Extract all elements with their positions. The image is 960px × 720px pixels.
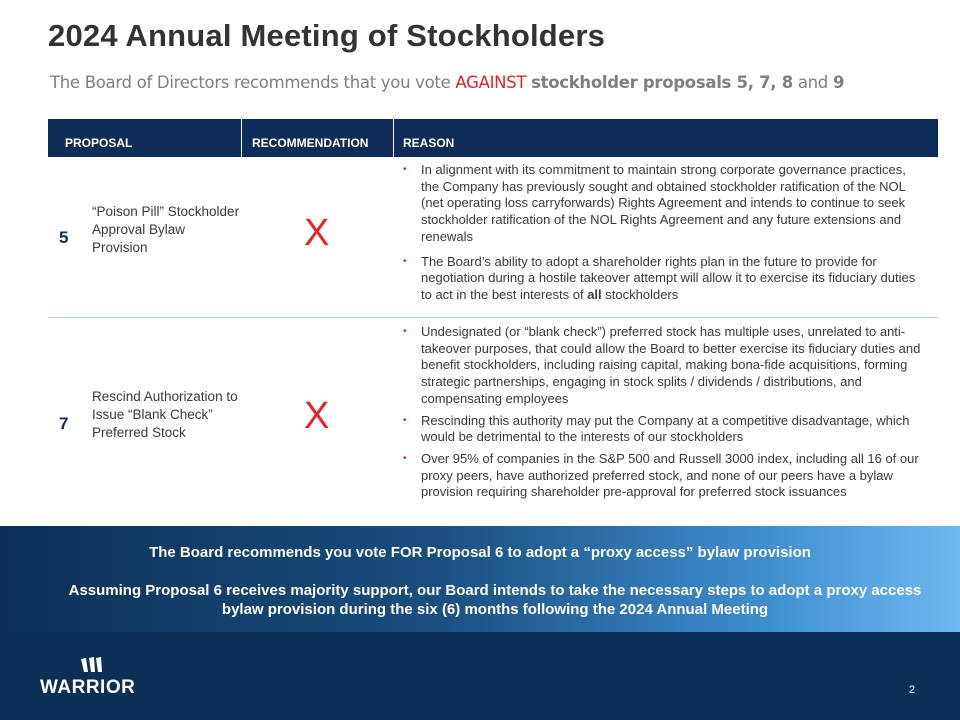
column-header-reason: REASON xyxy=(403,136,455,150)
column-divider xyxy=(241,119,242,157)
warrior-logo xyxy=(40,657,150,703)
column-header-recommendation: RECOMMENDATION xyxy=(252,136,369,150)
table-header xyxy=(48,119,938,157)
column-header-proposal: PROPOSAL xyxy=(65,136,133,150)
page-title: 2024 Annual Meeting of Stockholders xyxy=(48,18,606,53)
proposal-number: 7 xyxy=(59,414,69,433)
recommendation-banner xyxy=(0,526,960,632)
subtitle-prefix: The Board of Directors recommends that you vote xyxy=(50,73,456,92)
table-row-proposal-7 xyxy=(48,319,938,526)
reason-list xyxy=(403,324,923,501)
proposal-number: 5 xyxy=(59,228,69,247)
reason-item: • The Board’s ability to adopt a shareholder rights plan in the future to provide for negotiation during a hostile takeover attempt will allow it to exercise its fiduciary duties to act in the best interests of all stockholders xyxy=(403,253,916,302)
page-subtitle xyxy=(50,73,844,92)
subtitle-against: AGAINST xyxy=(455,73,527,92)
against-x-mark: X xyxy=(304,395,330,437)
reason-item: • Undesignated (or “blank check”) preferred stock has multiple uses, unrelated to anti-takeover purposes, that could allow the Board to better exercise its fiduciary duties and benefit stockholders, including raising capital, making bona-fide acquisitions, forming strategic partnerships, engaging in stock splits / dividends / distributions, and compensating employees xyxy=(403,324,921,406)
logo-wordmark: WARRIOR xyxy=(40,677,136,698)
reason-item: • Over 95% of companies in the S&P 500 and Russell 3000 index, including all 16 of our proxy peers, have authorized preferred stock, and none of our peers have a bylaw provision requiring shareholder pre-approval for preferred stock issuances xyxy=(403,450,919,500)
banner-headline: The Board recommends you vote FOR Proposal 6 to adopt a “proxy access” bylaw provision xyxy=(149,544,811,561)
proposal-name: Rescind Authorization to Issue “Blank Check” Preferred Stock xyxy=(92,389,238,440)
column-divider xyxy=(393,119,394,157)
reason-item: • Rescinding this authority may put the Company at a competitive disadvantage, which would be detrimental to the interests of our stockholders xyxy=(403,412,910,445)
subtitle-proposals: stockholder proposals 5, 7, 8 xyxy=(531,73,793,92)
warrior-logo-mark-icon xyxy=(80,657,104,673)
subtitle-last: 9 xyxy=(832,73,845,92)
banner-detail: Assuming Proposal 6 receives majority support, our Board intends to take the necessary steps to adopt a proxy access bylaw provision during the six (6) months following the 2024 Annual Meeting xyxy=(68,582,922,618)
against-x-mark: X xyxy=(304,212,330,254)
page-number: 2 xyxy=(908,684,915,696)
reason-item: • In alignment with its commitment to maintain strong corporate governance practices, the Company has previously sought and obtained stockholder ratification of the NOL (net operating loss carryforwards) Rights Agreement and intends to continue to seek stockholder ratification of the NOL Rights Agreement and any future extensions and renewals xyxy=(403,162,906,244)
table-row-proposal-5 xyxy=(48,157,938,318)
footer xyxy=(0,632,960,720)
proposal-name: “Poison Pill” Stockholder Approval Bylaw Provision xyxy=(92,204,240,255)
subtitle-and: and xyxy=(792,73,833,92)
reason-list xyxy=(403,162,923,304)
